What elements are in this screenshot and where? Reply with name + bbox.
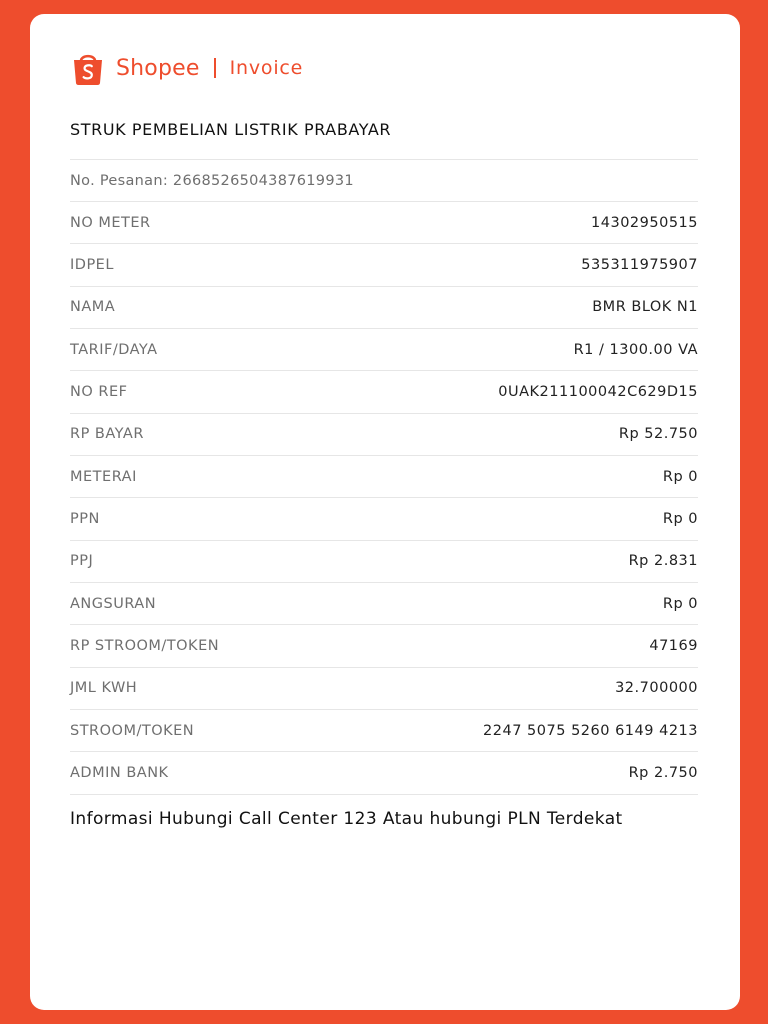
detail-label: ADMIN BANK: [70, 764, 169, 781]
detail-row: [70, 456, 698, 498]
detail-value: 47169: [649, 637, 698, 654]
detail-label: RP STROOM/TOKEN: [70, 637, 220, 654]
info-note: Informasi Hubungi Call Center 123 Atau hubungi PLN Terdekat: [70, 809, 623, 829]
detail-label: PPN: [70, 510, 100, 527]
order-number: No. Pesanan: 2668526504387619931: [70, 160, 698, 202]
detail-value: BMR BLOK N1: [592, 299, 698, 316]
receipt-details: [70, 159, 698, 795]
detail-label: RP BAYAR: [70, 426, 144, 443]
invoice-card: [30, 14, 740, 1010]
detail-row: [70, 287, 698, 329]
detail-label: NO METER: [70, 214, 151, 231]
brand-header: [70, 50, 303, 86]
detail-value: 535311975907: [581, 256, 698, 273]
detail-value: Rp 2.750: [628, 764, 698, 781]
detail-row: [70, 498, 698, 540]
detail-row: [70, 329, 698, 371]
detail-label: JML KWH: [70, 680, 138, 697]
detail-label: TARIF/DAYA: [70, 341, 158, 358]
detail-row: [70, 414, 698, 456]
detail-value: R1 / 1300.00 VA: [573, 341, 698, 358]
detail-row: [70, 625, 698, 667]
detail-label: IDPEL: [70, 256, 114, 273]
detail-label: ANGSURAN: [70, 595, 157, 612]
detail-label: NAMA: [70, 299, 116, 316]
detail-row: [70, 752, 698, 794]
detail-label: NO REF: [70, 383, 128, 400]
detail-row: [70, 202, 698, 244]
detail-value: Rp 0: [662, 595, 698, 612]
detail-value: Rp 52.750: [618, 426, 698, 443]
detail-label: PPJ: [70, 553, 94, 570]
detail-value: 0UAK211100042C629D15: [498, 383, 698, 400]
brand-divider: [214, 58, 216, 78]
detail-label: STROOM/TOKEN: [70, 722, 195, 739]
detail-row: [70, 371, 698, 413]
detail-row: [70, 583, 698, 625]
detail-row: [70, 710, 698, 752]
detail-row: [70, 668, 698, 710]
detail-value: 14302950515: [591, 214, 698, 231]
detail-label: METERAI: [70, 468, 137, 485]
shopee-bag-icon: [70, 50, 106, 86]
detail-value: Rp 0: [662, 468, 698, 485]
detail-value: Rp 2.831: [628, 553, 698, 570]
detail-row: [70, 244, 698, 286]
detail-value: Rp 0: [662, 510, 698, 527]
brand-subtitle: Invoice: [229, 57, 304, 79]
detail-row: [70, 541, 698, 583]
detail-value: 2247 5075 5260 6149 4213: [483, 722, 698, 739]
receipt-title: STRUK PEMBELIAN LISTRIK PRABAYAR: [70, 120, 392, 139]
brand-name: Shopee: [116, 55, 200, 81]
detail-value: 32.700000: [615, 680, 698, 697]
